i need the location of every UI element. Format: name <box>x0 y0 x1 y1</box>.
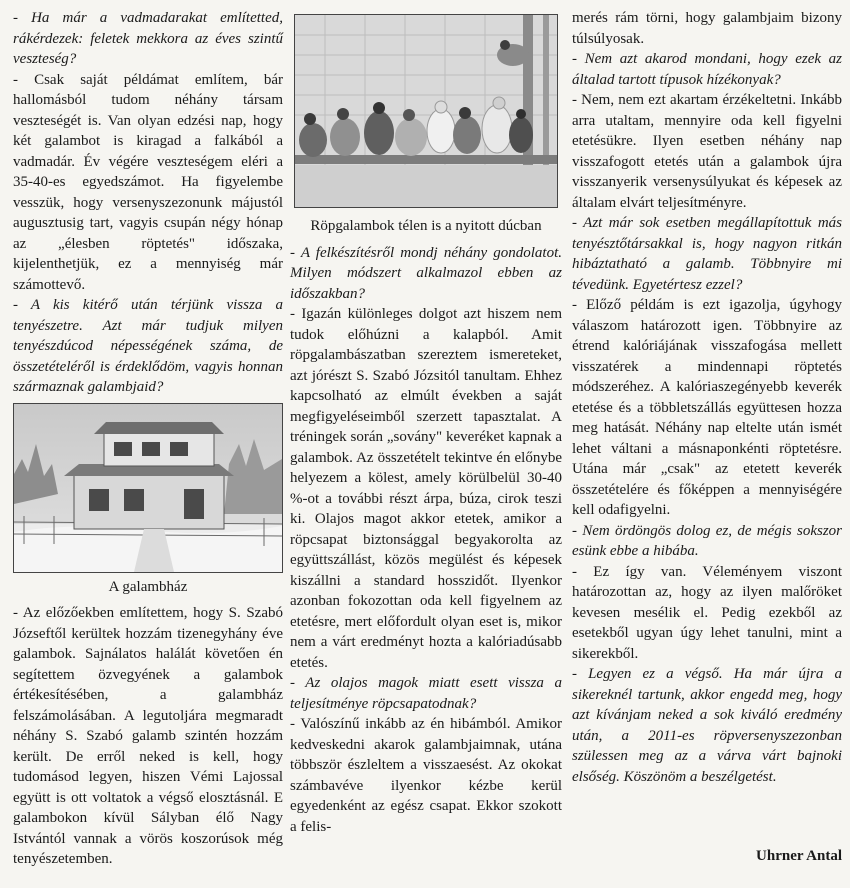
photo-caption: Röpgalambok télen is a nyitott dúcban <box>310 218 542 234</box>
question-paragraph: - Nem ördöngös dolog ez, de mégis sokszor esünk ebbe a hibába. <box>572 522 842 559</box>
author-signature: Uhrner Antal <box>756 848 842 864</box>
answer-paragraph: - Az előzőekben említettem, hogy S. Szabó Józseftől kerültek hozzám tizenegyhány éve galambok. Sajnálatos halálát követően én segítettem özvegyének a galambok értékesítésében, a galambház felszámolásában. A legutoljára megmaradt néhány S. Szabó galamb szintén hozzám került. De erről neked is kell, hogy tudomásod legyen, hiszen Vémi Lajossal együtt is ott voltatok a végső elosztásnál. E galambokon kívül Sályban élő Nagy Istvántól vannak a vörös koszorúsok még tenyészetemben. <box>13 605 283 867</box>
question-paragraph: - Legyen ez a végső. Ha már újra a sikereknél tartunk, akkor engedd meg, hogy azt kívánjam neked a sok kiváló eredmény után, a 2011-es röpversenyszezonban szülessen meg az a várva várt bajnoki elsőség. Köszönöm a beszélgetést. <box>572 666 842 785</box>
answer-paragraph: - Valószínű inkább az én hibámból. Amikor kedveskedni akarok galambjaimnak, utána többször észleltem a visszaesést. Az okokat számbavéve ilyenkor kézbe kerül egyedenként az egész csapat. Ekkor szokott a felis- <box>290 716 562 835</box>
column-1 <box>13 8 283 870</box>
question-paragraph: - Azt már sok esetben megállapítottuk más tenyésztőtársakkal is, hogy nagyon ritkán hibáztatható a galamb. Többnyire mi tévedünk. Egyetértesz ezzel? <box>572 215 842 293</box>
answer-paragraph: - Ez így van. Véleményem viszont határozottan az, hogy az ilyen malőröket kevesen mesélik el. Pedig ezekből az esetekből ugyan úgy lehet tanulni, mint a sikerekből. <box>572 563 842 662</box>
question-paragraph: - Az olajos magok miatt esett vissza a teljesítménye röpcsapatodnak? <box>290 675 562 712</box>
question-paragraph: - Nem azt akarod mondani, hogy ezek az általad tartott típusok hízékonyak? <box>572 51 842 88</box>
answer-paragraph: - Nem, nem ezt akartam érzékeltetni. Inkább arra utaltam, mennyire oda kell figyelni etetésükre. Ilyen esetben néhány nap visszafogott etetés után a galambok újra visszanyerik versenysúlyukat és képesek az általam elvárt teljesítményre. <box>572 92 842 211</box>
question-paragraph: - Ha már a vadmadarakat említetted, rákérdezek: feletek mekkora az éves szintű veszteség? <box>13 10 283 67</box>
answer-paragraph: merés rám törni, hogy galambjaim bizony túlsúlyosak. <box>572 10 842 47</box>
answer-paragraph: - Csak saját példámat említem, bár hallomásból tudom néhány társam veszteségét is. Van olyan edzési nap, hogy két galambot is kiragad a falkából a vadmadár. Év végére veszteségem eléri a 35-40-es egyedszámot. Ha figyelembe vesszük, hogy versenyszezonunk májustól augusztusig tart, vagyis csupán négy hónap az „élesben röptetés" időszaka, kijelenthetjük, ez a mennyiség már számottevő. <box>13 71 283 293</box>
answer-paragraph: - Igazán különleges dolgot azt hiszem nem tudok előhúzni a kalapból. Amit röpgalambászatban szereztem ismereteket, azt jórészt S. Szabó Józsitól tanultam. Ehhez kapcsolható az elmúlt években a saját megfigyeléseimből szerzett tapasztalat. A tréningek során „sovány" keveréket kapnak a galambok. Az összetételt tekintve én előnybe helyezem a kölest, amely körülbelül 30-40 %-ot a további részt árpa, búza, cirok teszi ki. Olajos magot akkor etetek, amikor a röpcsapat biztonsággal begyakorolta az együttszállást, közös megülést és képesek kiszállni a standard hosszidőt. Ilyenkor azonban fokozottan oda kell figyelnem az etetésre, mert előfordult olyan eset is, mikor nem a várt eredményt hozta a kalóriadúsabb etetés. <box>290 306 562 671</box>
pigeons-photo <box>294 14 558 208</box>
column-2 <box>290 8 562 837</box>
photo-caption: A galambház <box>108 578 188 595</box>
answer-paragraph: - Előző példám is ezt igazolja, úgyhogy válaszom határozott igen. Többnyire az étrend kalóriájának visszafogása mellett visszatérek a mindennapi röptetés módszeréhez. A kalóriaszegényebb keverék etetése és a többletszállás együttesen hozza meg hatását. Néhány nap eltelte után ismét lehet váltani a másnaponkénti röptetésre. Utána már „csak" az etetett keverék összetételére és főképpen a mennyiségére kell odafigyelni. <box>572 297 842 518</box>
question-paragraph: - A kis kitérő után térjünk vissza a tenyészetre. Azt már tudjuk milyen tenyészdúcod népességének száma, de összetételéről is érdeklődöm, vagyis honnan származnak galambjaid? <box>13 297 283 395</box>
question-paragraph: - A felkészítésről mondj néhány gondolatot. Milyen módszert alkalmazol ebben az időszakban? <box>290 244 562 302</box>
column-3 <box>572 8 842 787</box>
pigeon-house-photo <box>13 403 283 573</box>
